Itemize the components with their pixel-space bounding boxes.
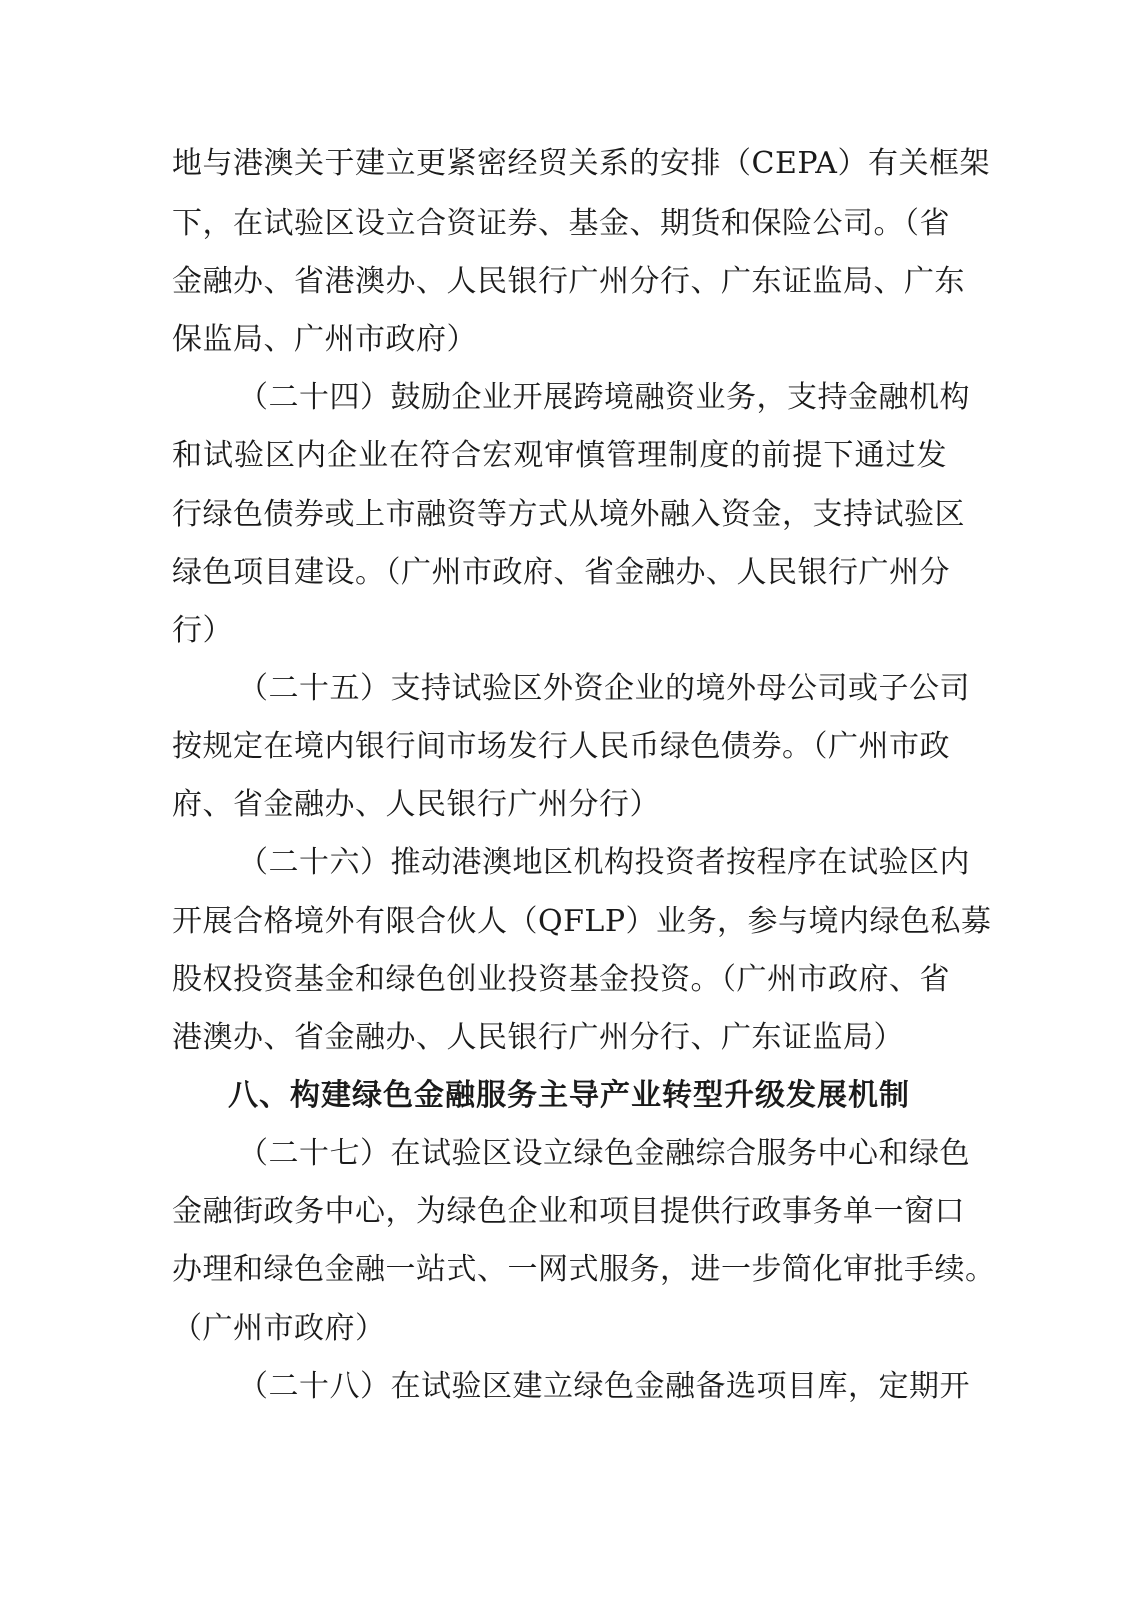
text-line: 开展合格境外有限合伙人（QFLP）业务，参与境内绿色私募 <box>172 904 992 939</box>
document-page <box>172 0 996 1600</box>
text-line: 股权投资基金和绿色创业投资基金投资。（广州市政府、省 <box>172 962 950 997</box>
text-line: 府、省金融办、人民银行广州分行） <box>172 787 660 822</box>
text-line: 行绿色债券或上市融资等方式从境外融入资金，支持试验区 <box>172 497 965 532</box>
text-line: （广州市政府） <box>172 1311 386 1346</box>
text-line: 绿色项目建设。（广州市政府、省金融办、人民银行广州分 <box>172 555 950 590</box>
text-line: 保监局、广州市政府） <box>172 322 477 357</box>
text-line: 办理和绿色金融一站式、一网式服务，进一步简化审批手续。 <box>172 1252 996 1287</box>
text-line: 地与港澳关于建立更紧密经贸关系的安排（CEPA）有关框架 <box>172 146 990 181</box>
paragraph-first-line: （二十五）支持试验区外资企业的境外母公司或子公司 <box>238 671 970 706</box>
text-line: 金融街政务中心，为绿色企业和项目提供行政事务单一窗口 <box>172 1194 965 1229</box>
text-line: 金融办、省港澳办、人民银行广州分行、广东证监局、广东 <box>172 264 965 299</box>
paragraph-first-line: （二十八）在试验区建立绿色金融备选项目库，定期开 <box>238 1369 970 1404</box>
text-line: 和试验区内企业在符合宏观审慎管理制度的前提下通过发 <box>172 438 947 473</box>
text-line: 行） <box>172 613 233 648</box>
paragraph-first-line: （二十六）推动港澳地区机构投资者按程序在试验区内 <box>238 845 970 880</box>
paragraph-first-line: （二十四）鼓励企业开展跨境融资业务，支持金融机构 <box>238 380 970 415</box>
text-line: 按规定在境内银行间市场发行人民币绿色债券。（广州市政 <box>172 729 950 764</box>
text-line: 港澳办、省金融办、人民银行广州分行、广东证监局） <box>172 1020 904 1055</box>
paragraph-first-line: （二十七）在试验区设立绿色金融综合服务中心和绿色 <box>238 1136 970 1171</box>
section-heading: 八、构建绿色金融服务主导产业转型升级发展机制 <box>228 1078 910 1113</box>
text-line: 下，在试验区设立合资证券、基金、期货和保险公司。（省 <box>172 206 950 241</box>
